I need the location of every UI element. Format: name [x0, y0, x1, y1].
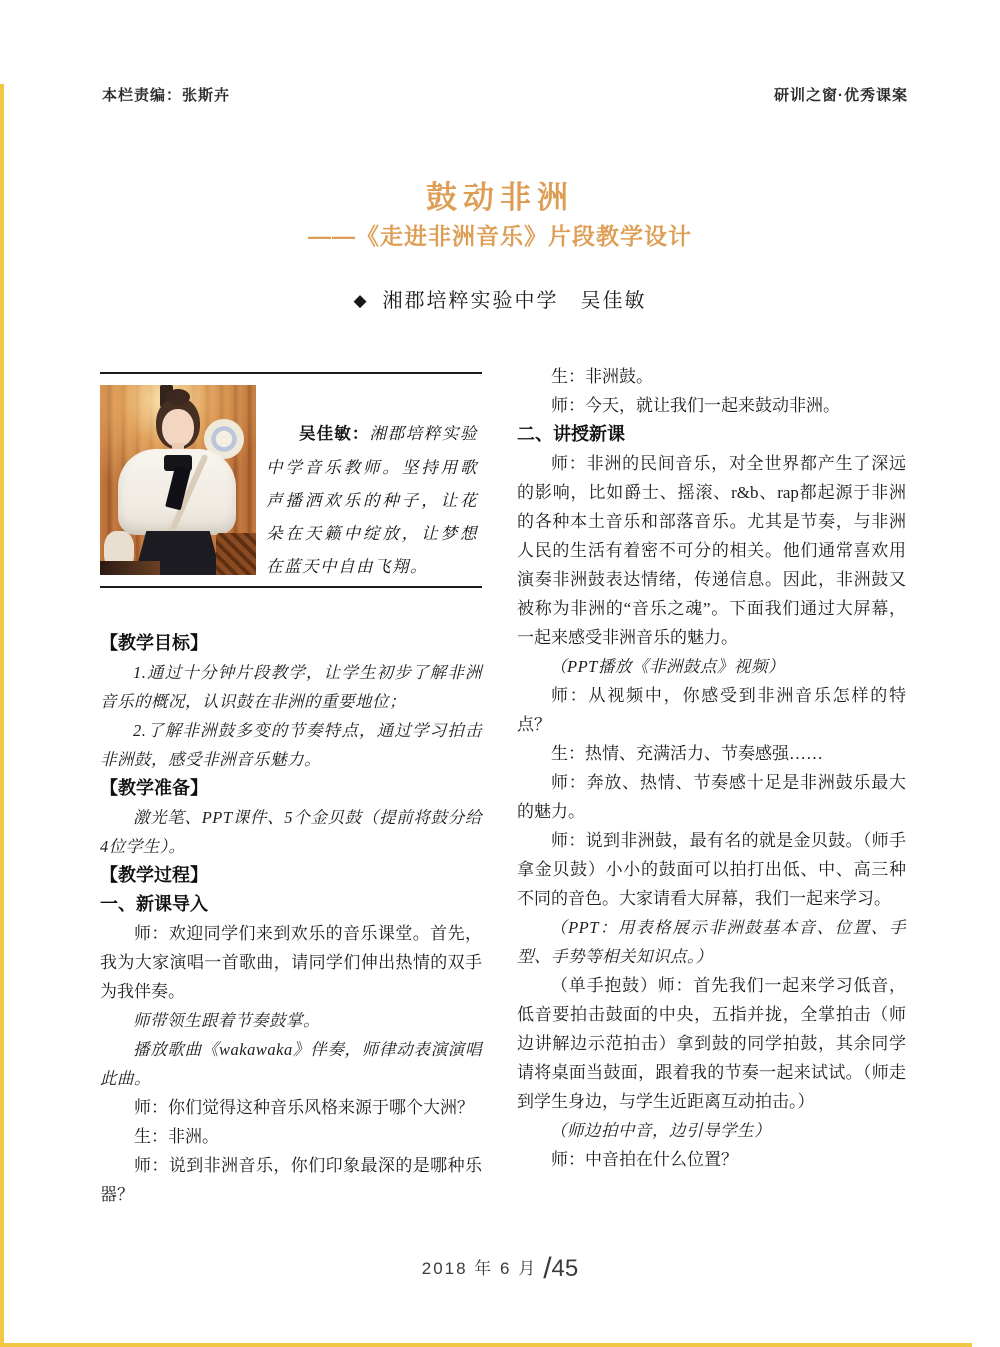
- footer-slash: /: [543, 1252, 552, 1285]
- article-title: 鼓动非洲: [426, 180, 574, 215]
- paragraph: 师：欢迎同学们来到欢乐的音乐课堂。首先，我为大家演唱一首歌曲，请同学们伸出热情的双手为我伴奏。: [100, 924, 482, 1001]
- header-editor-credit: 本栏责编：张斯卉: [102, 87, 231, 104]
- paragraph: （PPT播放《非洲鼓点》视频）: [550, 657, 785, 676]
- paragraph: 师带领生跟着节奏鼓掌。: [133, 1011, 320, 1030]
- left-column: [100, 629, 482, 1209]
- page-edge-left: [0, 84, 4, 1347]
- paragraph: 师：你们觉得这种音乐风格来源于哪个大洲？: [134, 1098, 474, 1117]
- right-column: [517, 362, 906, 1174]
- author-bio-box: [100, 372, 482, 588]
- basket-shape: [216, 533, 256, 575]
- paragraph: 师：中音拍在什么位置？: [551, 1150, 738, 1169]
- page-header: [102, 84, 908, 105]
- paragraph: 1.通过十分钟片段教学，让学生初步了解非洲音乐的概况，认识鼓在非洲的重要地位；: [100, 663, 482, 711]
- footer-date: 2018 年 6 月: [421, 1259, 538, 1278]
- paragraph: （单手抱鼓）师：首先我们一起来学习低音，低音要拍击鼓面的中央，五指并拢，全掌拍击（师边讲解边示范拍击）拿到鼓的同学拍鼓，其余同学请将桌面当鼓面，跟着我的节奏一起来试试。（师走到学生身边，与学生近距离互动拍击。）: [517, 976, 906, 1111]
- paragraph: 激光笔、PPT课件、5个金贝鼓（提前将鼓分给4位学生）。: [100, 808, 482, 856]
- paragraph: 一、新课导入: [100, 894, 208, 914]
- paragraph: 师：奔放、热情、节奏感十足是非洲鼓乐最大的魅力。: [517, 773, 906, 821]
- article-subtitle: ——《走进非洲音乐》片段教学设计: [308, 223, 692, 249]
- paragraph: 二、讲授新课: [517, 424, 625, 444]
- paragraph: 师：说到非洲鼓，最有名的就是金贝鼓。（师手拿金贝鼓）小小的鼓面可以拍打出低、中、高三种不同的音色。大家请看大屏幕，我们一起来学习。: [517, 831, 906, 908]
- author-affiliation-name: 湘郡培粹实验中学 吴佳敏: [382, 290, 647, 312]
- paragraph: 2.了解非洲鼓多变的节奏特点，通过学习拍击非洲鼓，感受非洲音乐魅力。: [100, 721, 482, 769]
- page-edge-bottom: [0, 1343, 972, 1347]
- paragraph: 【教学目标】: [100, 633, 208, 653]
- paragraph: 生：非洲。: [134, 1127, 219, 1146]
- paragraph: （PPT：用表格展示非洲鼓基本音、位置、手型、手势等相关知识点。）: [517, 918, 906, 966]
- paragraph: 【教学准备】: [100, 778, 208, 798]
- paragraph: 师：说到非洲音乐，你们印象最深的是哪种乐器？: [100, 1156, 482, 1204]
- face-shape: [162, 409, 194, 447]
- diamond-icon: ◆: [353, 291, 369, 310]
- header-column-name: 研训之窗·优秀课案: [774, 87, 908, 104]
- paragraph: 师：非洲的民间音乐，对全世界都产生了深远的影响，比如爵士、摇滚、r&b、rap都起源于非洲的各种本土音乐和部落音乐。尤其是节奏，与非洲人民的生活有着密不可分的相关。他们通常喜欢用演奏非洲鼓表达情绪，传递信息。因此，非洲鼓又被称为非洲的“音乐之魂”。下面我们通过大屏幕，一起来感受非洲音乐的魅力。: [517, 454, 906, 647]
- paragraph: 【教学过程】: [100, 865, 208, 885]
- footer-page-number: 45: [551, 1255, 579, 1282]
- floor-shape: [100, 561, 160, 575]
- paragraph: 师：从视频中，你感受到非洲音乐怎样的特点？: [517, 686, 906, 734]
- page-footer: [0, 1252, 1000, 1286]
- hair-bun-shape: [166, 389, 190, 405]
- author-photo: [100, 385, 256, 575]
- author-line: [0, 284, 1000, 313]
- author-bio-body: 湘郡培粹实验中学音乐教师。坚持用歌声播洒欢乐的种子，让花朵在天籁中绽放，让梦想在蓝天中自由飞翔。: [266, 423, 479, 576]
- paragraph: 播放歌曲《wakawaka》伴奏，师律动表演演唱此曲。: [100, 1040, 482, 1088]
- paragraph: 生：非洲鼓。: [551, 367, 653, 386]
- author-name: 吴佳敏：: [299, 424, 370, 443]
- paragraph: （师边拍中音，边引导学生）: [550, 1121, 771, 1140]
- author-bio-text: [266, 417, 478, 583]
- paragraph: 生：热情、充满活力、节奏感强……: [551, 744, 823, 763]
- paragraph: 师：今天，就让我们一起来鼓动非洲。: [551, 396, 840, 415]
